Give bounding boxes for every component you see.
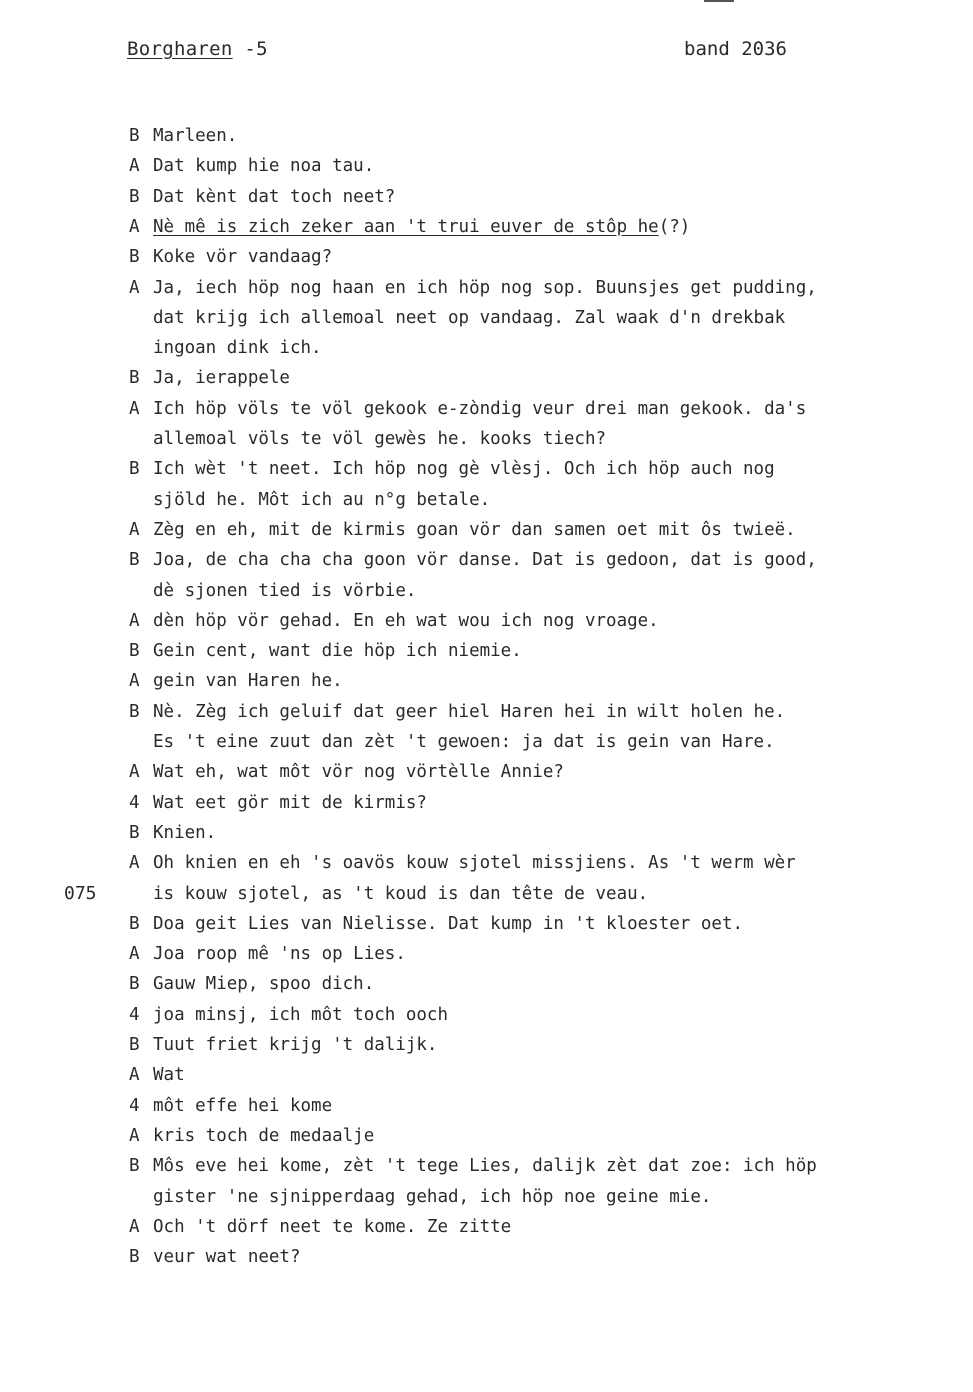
line-text: gister 'ne sjnipperdaag gehad, ich höp noe geine mie.: [153, 1186, 712, 1207]
speaker-label: A: [129, 277, 140, 298]
transcript-line: [0, 576, 973, 606]
transcript-line: [0, 182, 973, 212]
transcript-line: [0, 848, 973, 878]
line-text: Dat kump hie noa tau.: [153, 156, 375, 177]
transcript-line: [0, 545, 973, 575]
speaker-label: B: [129, 126, 140, 146]
transcript-line: [0, 1182, 973, 1212]
speaker-label: A: [129, 1065, 140, 1086]
line-text: sjöld he. Môt ich au n°g betale.: [153, 489, 491, 510]
transcript-line: [0, 454, 973, 484]
line-text: Ja, ierappele: [153, 368, 290, 389]
line-text: Môs eve hei kome, zèt 't tege Lies, dalijk zèt dat zoe: ich höp: [153, 1156, 817, 1177]
speaker-label: B: [129, 186, 140, 207]
line-text: Wat eh, wat môt vör nog vörtèlle Annie?: [153, 762, 564, 783]
speaker-label: B: [129, 459, 140, 480]
speaker-label: 4: [129, 792, 140, 813]
transcript-line: [0, 727, 973, 757]
transcript-line: [0, 273, 973, 303]
line-text: Joa, de cha cha cha goon vör danse. Dat is gedoon, dat is good,: [153, 550, 817, 571]
line-text: gein van Haren he.: [153, 671, 343, 692]
transcript-line: [0, 424, 973, 454]
transcript-line: [0, 939, 973, 969]
speaker-label: B: [129, 974, 140, 995]
transcript-line: [0, 1000, 973, 1030]
line-text: veur wat neet?: [153, 1247, 301, 1268]
transcript-line: [0, 879, 973, 909]
line-text: Zèg en eh, mit de kirmis goan vör dan samen oet mit ôs twieë.: [153, 519, 796, 540]
speaker-label: A: [129, 762, 140, 783]
line-text: Wat: [153, 1065, 185, 1086]
transcript-line: [0, 151, 973, 181]
underlined-text: Nè mê is zich zeker aan 't trui euver de stôp he: [153, 216, 659, 237]
transcript-line: [0, 394, 973, 424]
line-text: Tuut friet krijg 't dalijk.: [153, 1035, 438, 1055]
transcript-line: [0, 515, 973, 545]
line-text: Gauw Miep, spoo dich.: [153, 974, 375, 995]
transcript-line: [0, 1212, 973, 1242]
line-text: Nè. Zèg ich geluif dat geer hiel Haren hei in wilt holen he.: [153, 701, 786, 722]
transcript-line: [0, 818, 973, 848]
transcript-line: [0, 242, 973, 272]
speaker-label: A: [129, 216, 140, 237]
page-number: -5: [232, 38, 268, 60]
line-text: joa minsj, ich môt toch ooch: [153, 1004, 449, 1025]
document-header-title: [127, 38, 268, 60]
speaker-label: A: [129, 398, 140, 419]
speaker-label: A: [129, 519, 140, 540]
speaker-label: A: [129, 853, 140, 874]
speaker-label: B: [129, 641, 140, 662]
transcript-line: [0, 485, 973, 515]
transcript-line: [0, 1091, 973, 1121]
speaker-label: B: [129, 1156, 140, 1177]
transcript-line: [0, 1121, 973, 1151]
uncertain-mark: (?): [658, 216, 691, 237]
line-text: [153, 212, 690, 242]
transcript-line: [0, 121, 973, 151]
transcript-line: [0, 1242, 973, 1272]
transcript-line: [0, 1060, 973, 1090]
tape-counter-margin: 075: [64, 882, 97, 904]
line-text: Ja, iech höp nog haan en ich höp nog sop. Buunsjes get pudding,: [153, 277, 817, 298]
transcript-line: [0, 333, 973, 363]
speaker-label: A: [129, 1216, 140, 1237]
speaker-label: 4: [129, 1095, 140, 1116]
line-text: Wat eet gör mit de kirmis?: [153, 792, 427, 813]
transcript-line: [0, 1030, 973, 1060]
speaker-label: B: [129, 550, 140, 571]
transcript-line: [0, 606, 973, 636]
transcript-line: [0, 363, 973, 393]
line-text: ingoan dink ich.: [153, 338, 322, 359]
line-text: Och 't dörf neet te kome. Ze zitte: [153, 1216, 512, 1237]
speaker-label: A: [129, 610, 140, 631]
speaker-label: B: [129, 247, 140, 268]
transcript-line: [0, 666, 973, 696]
line-text: dèn höp vör gehad. En eh wat wou ich nog vroage.: [153, 610, 659, 631]
speaker-label: B: [129, 913, 140, 934]
transcript-line: [0, 969, 973, 999]
speaker-label: A: [129, 1125, 140, 1146]
line-text: Ich wèt 't neet. Ich höp nog gè vlèsj. Och ich höp auch nog: [153, 459, 775, 480]
line-text: Marleen.: [153, 126, 238, 146]
line-text: môt effe hei kome: [153, 1095, 333, 1116]
speaker-label: B: [129, 368, 140, 389]
line-text: is kouw sjotel, as 't koud is dan tête de veau.: [153, 883, 649, 904]
line-text: kris toch de medaalje: [153, 1125, 375, 1146]
line-text: Koke vör vandaag?: [153, 247, 333, 268]
place-name: Borgharen: [127, 38, 233, 60]
line-text: Oh knien en eh 's oavös kouw sjotel missjiens. As 't werm wèr: [153, 853, 796, 874]
line-text: Gein cent, want die höp ich niemie.: [153, 641, 522, 662]
speaker-label: B: [129, 1247, 140, 1268]
speaker-label: A: [129, 671, 140, 692]
transcript-line: [0, 697, 973, 727]
line-text: dè sjonen tied is vörbie.: [153, 580, 417, 601]
speaker-label: B: [129, 822, 140, 843]
line-text: Es 't eine zuut dan zèt 't gewoen: ja dat is gein van Hare.: [153, 732, 775, 752]
speaker-label: B: [129, 701, 140, 722]
line-text: Dat kènt dat toch neet?: [153, 186, 396, 207]
speaker-label: B: [129, 1035, 140, 1055]
transcript-line: [0, 636, 973, 666]
speaker-label: A: [129, 156, 140, 177]
line-text: allemoal völs te völ gewès he. kooks tiech?: [153, 429, 607, 449]
top-mark: [704, 0, 734, 2]
line-text: Joa roop mê 'ns op Lies.: [153, 944, 406, 965]
speaker-label: 4: [129, 1004, 140, 1025]
transcript-line: [0, 212, 973, 242]
line-text: dat krijg ich allemoal neet op vandaag. Zal waak d'n drekbak: [153, 307, 786, 328]
line-text: Ich höp völs te völ gekook e-zòndig veur drei man gekook. da's: [153, 398, 807, 419]
line-text: Doa geit Lies van Nielisse. Dat kump in 't kloester oet.: [153, 913, 744, 934]
line-text: Knien.: [153, 822, 217, 843]
tape-band-number: band 2036: [684, 38, 787, 60]
transcript-line: [0, 909, 973, 939]
transcript-line: [0, 1151, 973, 1181]
transcript-line: [0, 788, 973, 818]
transcript-line: [0, 757, 973, 787]
transcript-line: [0, 303, 973, 333]
speaker-label: A: [129, 944, 140, 965]
